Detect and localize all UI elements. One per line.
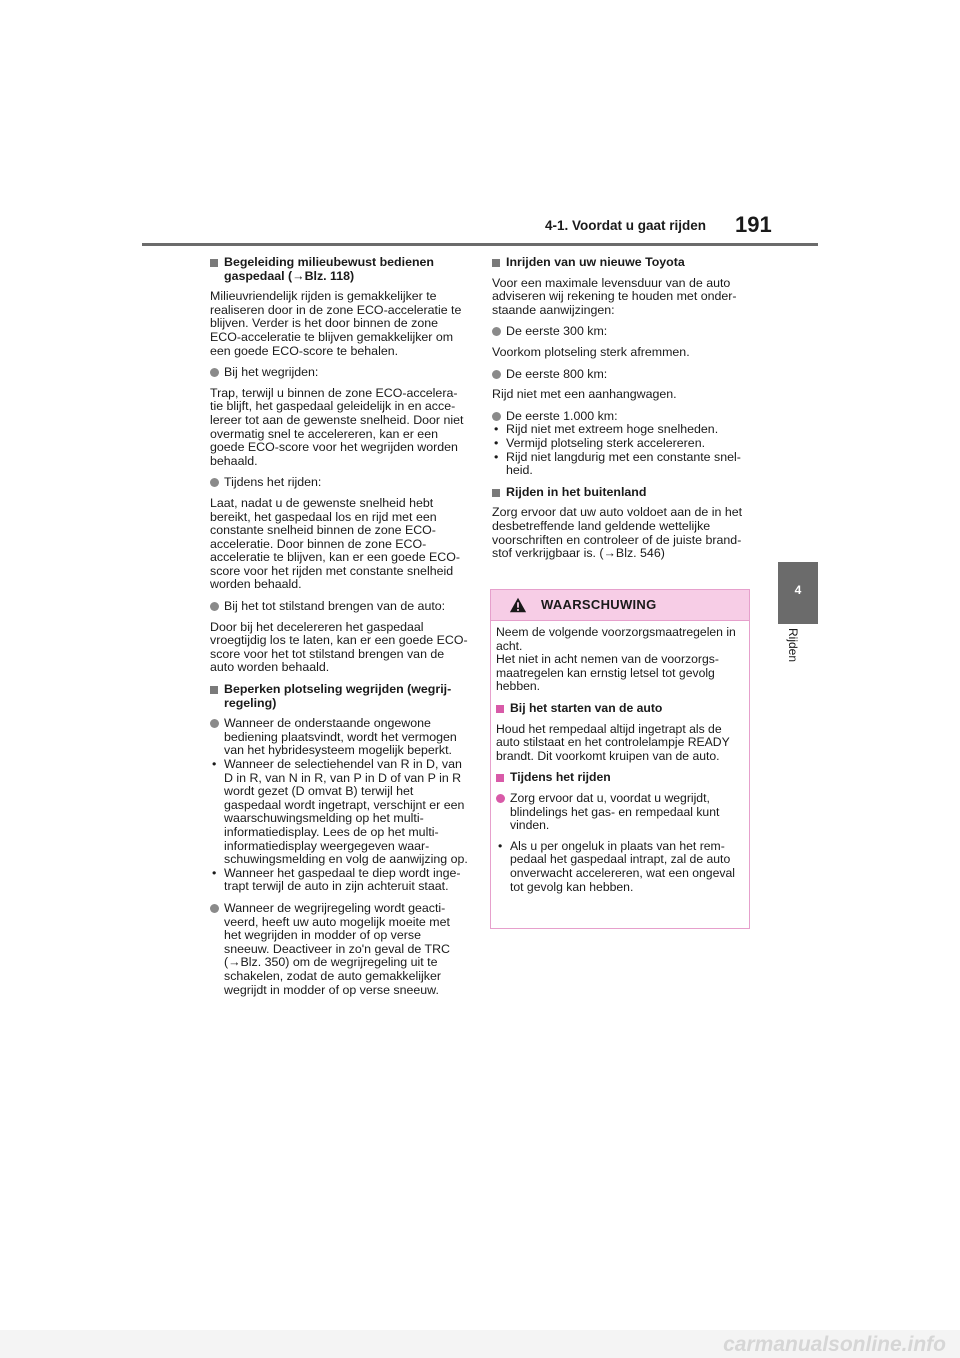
section-heading: Rijden in het buitenland	[492, 486, 757, 500]
bullet-item: Wanneer de onderstaande ongewone bediening plaatsvindt, wordt het vermogen van het hybridesysteem mogelijk beperkt.	[210, 717, 468, 758]
bullet-item: De eerste 1.000 km:	[492, 410, 757, 424]
bullet-item: De eerste 800 km:	[492, 368, 757, 382]
warning-header	[491, 590, 749, 621]
section-heading: Inrijden van uw nieuwe Toyota	[492, 256, 757, 270]
paragraph: Laat, nadat u de gewenste snelheid hebt bereikt, het gaspedaal los en rijd met een constante snelheid binnen de zone ECO-acceleratie. Door binnen de zone ECO-acceleratie te blijven, kan er een goede ECO-score voor het rijden met constante snelheid worden behaald.	[210, 495, 461, 592]
warning-triangle-icon	[509, 596, 527, 614]
paragraph: Houd het rempedaal altijd ingetrapt als de auto stilstaat en het controlelampje READY brandt. Dit voorkomt kruipen van de auto.	[496, 721, 730, 763]
bullet-item: Bij het wegrijden:	[210, 366, 468, 380]
paragraph: Voor een maximale levensduur van de auto adviseren wij rekening te houden met onder-staande aanwijzingen:	[492, 275, 737, 317]
chapter-number: 4	[794, 583, 802, 597]
bullet-item: Bij het tot stilstand brengen van de auto:	[210, 600, 468, 614]
warning-title: WAARSCHUWING	[541, 597, 657, 612]
chapter-label: Rijden	[786, 628, 800, 663]
bullet-item: De eerste 300 km:	[492, 325, 757, 339]
right-column	[492, 256, 757, 569]
watermark: carmanualsonline.info	[723, 1333, 946, 1356]
paragraph: Milieuvriendelijk rijden is gemakkelijker te realiseren door in de zone ECO-acceleratie te blijven. Verder is het door binnen de zone ECO-acceleratie te blijven gemakkelijker om een goede ECO-score te behalen.	[210, 289, 462, 358]
sub-bullet: • Vermijd plotseling sterk accelereren.	[492, 437, 757, 451]
section-heading: Begeleiding milieubewust bedienen gaspedaal (→Blz. 118)	[210, 256, 468, 283]
warning-intro: Neem de volgende voorzorgsmaatregelen in acht. Het niet in acht nemen van de voorzorgs-maatregelen kan ernstig letsel tot gevolg hebben.	[496, 625, 736, 694]
warning-section-heading: Tijdens het rijden	[496, 771, 742, 785]
warning-body	[496, 626, 742, 894]
sub-list	[492, 423, 757, 477]
warning-box	[490, 589, 750, 929]
paragraph: Trap, terwijl u binnen de zone ECO-accelera-tie blijft, het gaspedaal geleidelijk in en acce-lereer tot aan de gewenste snelheid. Door niet overmatig snel te accelereren, kan er een goede ECO-score voor het wegrijden worden behaald.	[210, 385, 464, 468]
warning-bullet: Zorg ervoor dat u, voordat u wegrijdt, blindelings het gas- en rempedaal kunt vinden.	[496, 792, 742, 833]
section-title: 4-1. Voordat u gaat rijden	[545, 218, 707, 233]
sub-list	[210, 758, 468, 894]
page-number: 191	[735, 212, 772, 237]
left-column	[210, 256, 468, 1004]
warning-section-heading: Bij het starten van de auto	[496, 702, 742, 716]
paragraph: Zorg ervoor dat uw auto voldoet aan de in het desbetreffende land geldende wettelijke voorschriften en controleer of de juiste brand-stof verkrijgbaar is. (→Blz. 546)	[492, 505, 743, 561]
sub-bullet: • Rijd niet met extreem hoge snelheden.	[492, 423, 757, 437]
paragraph: Voorkom plotseling sterk afremmen.	[492, 344, 690, 359]
sub-bullet: • Wanneer het gaspedaal te diep wordt inge-trapt terwijl de auto in zijn achteruit staat.	[210, 867, 468, 894]
sub-bullet: • Als u per ongeluk in plaats van het rem-pedaal het gaspedaal intrapt, zal de auto onverwacht accelereren, wat een ongeval tot gevolg kan hebben.	[496, 840, 742, 894]
bullet-item: Tijdens het rijden:	[210, 476, 468, 490]
paragraph: Door bij het decelereren het gaspedaal vroegtijdig los te laten, kan er een goede ECO-score voor het tot stilstand brengen van de auto worden behaald.	[210, 619, 468, 675]
section-heading: Beperken plotseling wegrijden (wegrij-regeling)	[210, 683, 468, 710]
bullet-item: Wanneer de wegrijregeling wordt geacti-veerd, heeft uw auto mogelijk moeite met het wegrijden in modder of op verse sneeuw. Deactiveer in zo'n geval de TRC (→Blz. 350) om de wegrijregeling uit te schakelen, zodat de auto gemakkelijker wegrijdt in modder of op verse sneeuw.	[210, 902, 468, 997]
header-rule	[142, 243, 818, 246]
sub-bullet: • Wanneer de selectiehendel van R in D, van D in R, van N in R, van P in D of van P in R wordt gezet (D omvat B) terwijl het gaspedaal wordt ingetrapt, verschijnt er een waarschuwingsmelding op het multi-informatiedisplay. Lees de op het multi-informatiedisplay weergegeven waar-schuwingsmelding en volg de aanwijzing op.	[210, 758, 468, 867]
sub-bullet: • Rijd niet langdurig met een constante snel-heid.	[492, 451, 757, 478]
paragraph: Rijd niet met een aanhangwagen.	[492, 387, 677, 402]
